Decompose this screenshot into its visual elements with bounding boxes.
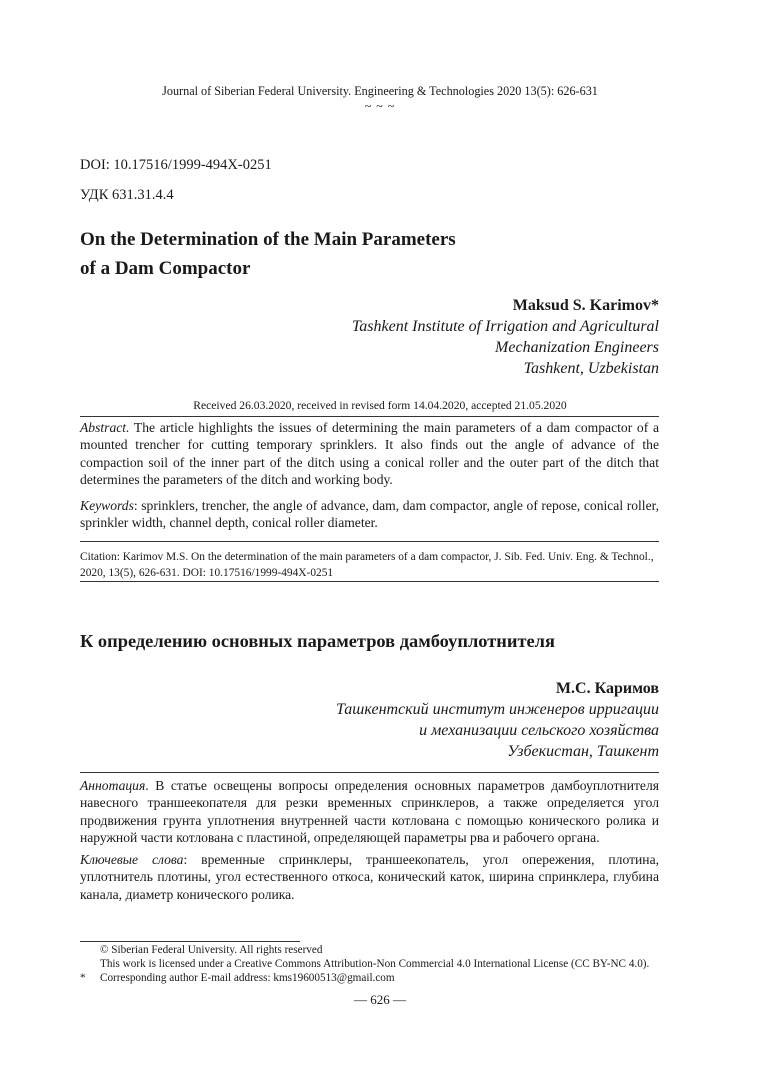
footnote-corresponding	[80, 971, 395, 985]
affiliation-en-line2: Mechanization Engineers	[495, 339, 659, 356]
keywords-ru	[80, 851, 659, 903]
page-number: — 626 —	[354, 992, 406, 1007]
doi: DOI: 10.17516/1999-494X-0251	[80, 157, 272, 173]
footnote-asterisk: *	[80, 972, 86, 984]
abstract-text-en: The article highlights the issues of determining the main parameters of a dam compactor of a mounted trencher for cutting temporary sprinklers. It also finds out the angle of advance of the compaction soil of the inner part of the ditch using a conical roller and the outer part of the ditch that determines the parameters of the ditch and working body.	[80, 420, 659, 488]
footnote-license	[80, 957, 649, 971]
copyright-text: © Siberian Federal University. All rights reserved	[100, 944, 323, 956]
affiliation-en-line1: Tashkent Institute of Irrigation and Agricultural	[351, 318, 659, 335]
corresponding-text: Corresponding author E-mail address: kms19600513@gmail.com	[100, 972, 395, 984]
journal-header: Journal of Siberian Federal University. Engineering & Technologies 2020 13(5): 626-631	[162, 84, 598, 98]
udk-code: УДК 631.31.4.4	[80, 187, 174, 203]
received-dates: Received 26.03.2020, received in revised form 14.04.2020, accepted 21.05.2020	[193, 399, 567, 412]
keywords-label-en: Keywords	[80, 498, 134, 513]
license-text: This work is licensed under a Creative Commons Attribution-Non Commercial 4.0 International License (CC BY-NC 4.0).	[100, 958, 650, 970]
abstract-label-en: Abstract.	[80, 420, 130, 435]
abstract-label-ru: Аннотация	[80, 778, 146, 793]
keywords-text-en: : sprinklers, trencher, the angle of advance, dam, dam compactor, angle of repose, conical roller, sprinkler width, channel depth, conical roller diameter.	[80, 498, 659, 531]
footnote-copyright	[80, 943, 322, 957]
article-title-en	[80, 225, 456, 283]
citation: Citation: Karimov M.S. On the determination of the main parameters of a dam compactor, J. Sib. Fed. Univ. Eng. & Technol., 2020, 13(5), 626-631. DOI: 10.17516/1999-494X-0251	[80, 551, 654, 579]
divider	[80, 541, 659, 542]
affiliation-ru-line2: и механизации сельского хозяйства	[419, 722, 659, 739]
divider	[80, 581, 659, 582]
author-name-ru: М.С. Каримов	[555, 680, 659, 697]
keywords-label-ru: Ключевые слова	[80, 852, 184, 867]
title-en-line1: On the Determination of the Main Parameters	[80, 229, 456, 250]
keywords-text-ru: : временные спринклеры, траншеекопатель, угол опережения, плотина, уплотнитель плотины, угол естественного откоса, конический каток, ширина спринклера, глубина канала, диаметр конического ролика.	[80, 852, 660, 902]
title-en-line2: of a Dam Compactor	[80, 258, 251, 279]
abstract-text-ru: . В статье освещены вопросы определения основных параметров дамбоуплотнителя навесного траншеекопателя для резки временных спринклеров, а также определяется угол продвижения грунта уплотнения внутренней части котлована с помощью конического ролика и наружной части котлована с пластиной, определяющей параметры рва и рабочего органа.	[80, 778, 659, 846]
divider	[80, 416, 659, 417]
author-name-en: Maksud S. Karimov*	[512, 297, 659, 314]
footnote-rule	[80, 941, 300, 942]
affiliation-ru-line3: Узбекистан, Ташкент	[507, 743, 659, 760]
author-block-en	[352, 295, 659, 379]
divider	[80, 772, 659, 773]
affiliation-ru-line1: Ташкентский институт инженеров ирригации	[335, 701, 659, 718]
abstract-en	[80, 419, 659, 489]
header-separator: ~ ~ ~	[364, 99, 396, 113]
abstract-ru	[80, 777, 659, 847]
affiliation-en-line3: Tashkent, Uzbekistan	[523, 360, 659, 377]
article-title-ru: К определению основных параметров дамбоуплотнителя	[80, 631, 555, 651]
author-block-ru	[336, 678, 659, 762]
keywords-en	[80, 497, 659, 532]
